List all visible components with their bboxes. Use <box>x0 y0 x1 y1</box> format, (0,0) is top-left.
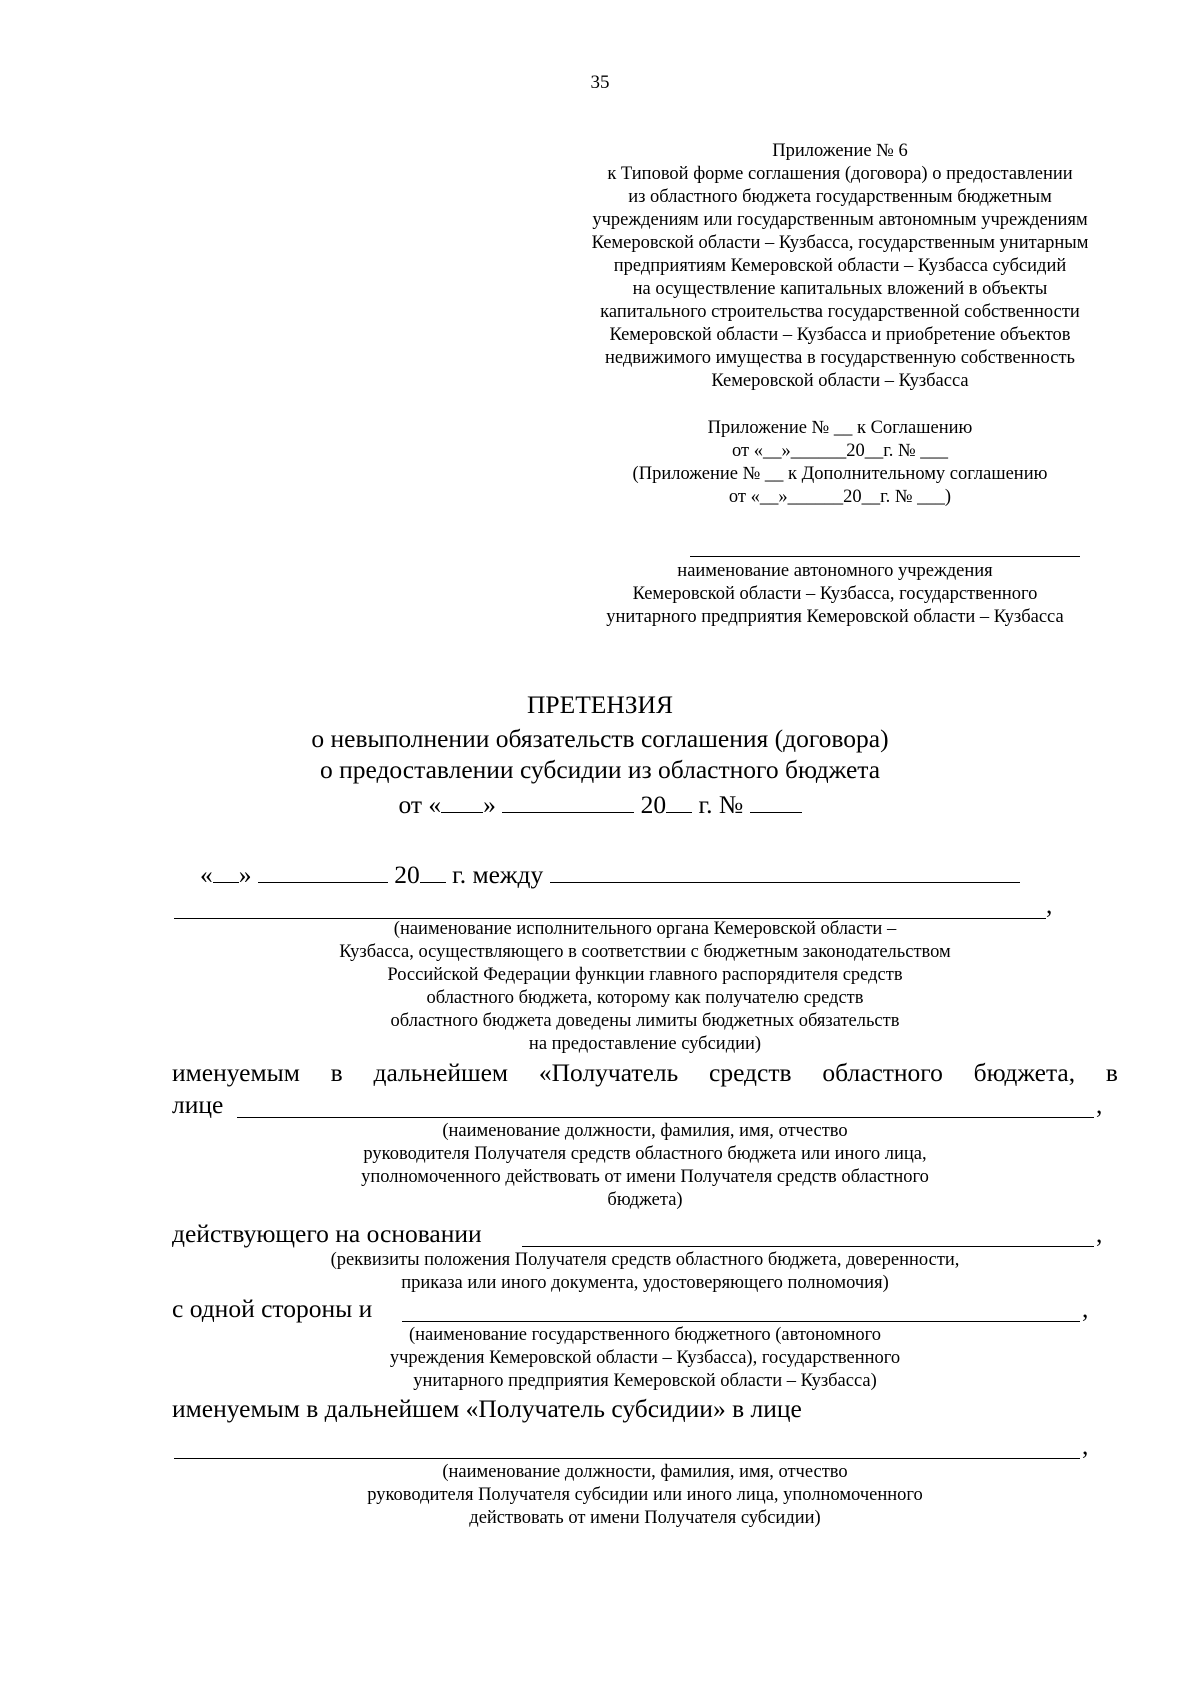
note-line: руководителя Получателя средств областного бюджета или иного лица, <box>363 1144 927 1164</box>
comma: , <box>1096 1090 1103 1119</box>
note-line: учреждения Кемеровской области – Кузбасса), государственного <box>389 1348 901 1368</box>
word: «Получатель <box>538 1058 679 1087</box>
date-year: 20 <box>394 860 420 889</box>
authority-name-blank-1[interactable] <box>550 858 1020 883</box>
agreement-appendix-header <box>540 417 1140 509</box>
one-side-line <box>172 1294 372 1324</box>
date-between-line <box>200 858 1020 890</box>
note-line: (наименование должности, фамилия, имя, отчество <box>442 1121 848 1141</box>
appendix-line: Кемеровской области – Кузбасса <box>711 371 969 391</box>
note-line: на предоставление субсидии) <box>528 1034 762 1054</box>
named-recipient-line <box>172 1394 802 1424</box>
note-line: Кузбасса, осуществляющего в соответствии с бюджетным законодательством <box>339 942 951 962</box>
named-paragraph-line <box>172 1058 1118 1088</box>
appendix-line: на осуществление капитальных вложений в объекты <box>632 279 1048 299</box>
recipient-head-blank[interactable] <box>174 1458 1080 1459</box>
month-blank[interactable] <box>502 788 634 813</box>
recipient-head-caption <box>170 1461 1120 1530</box>
note-line: бюджета) <box>607 1190 683 1210</box>
appendix-line: учреждениям или государственным автономным учреждениям <box>592 210 1088 230</box>
note-line: областного бюджета доведены лимиты бюджетных обязательств <box>390 1011 900 1031</box>
note-line: (реквизиты положения Получателя средств областного бюджета, доверенности, <box>330 1250 960 1270</box>
word: именуемым <box>172 1058 300 1087</box>
date-open-quote: « <box>200 860 213 889</box>
note-line: уполномоченного действовать от имени Получателя средств областного <box>361 1167 929 1187</box>
appendix-line: капитального строительства государственной собственности <box>600 302 1080 322</box>
note-line: унитарного предприятия Кемеровской области – Кузбасса) <box>413 1371 877 1391</box>
in-person-line <box>172 1090 223 1120</box>
word: в <box>1105 1058 1118 1087</box>
title-year: 20 <box>640 790 667 819</box>
title-from: от « <box>398 790 442 819</box>
basis-blank[interactable] <box>522 1246 1094 1247</box>
basis-caption <box>170 1249 1120 1295</box>
word: дальнейшем <box>373 1058 509 1087</box>
note-line: Российской Федерации функции главного распорядителя средств <box>387 965 903 985</box>
agreement-line: от «__»______20__г. № ___ <box>732 441 948 461</box>
note-line: действовать от имени Получателя субсидии) <box>469 1508 821 1528</box>
word: средств <box>709 1058 792 1087</box>
authority-caption <box>170 918 1120 1056</box>
comma: , <box>1096 1219 1103 1248</box>
date-year-blank[interactable] <box>420 858 446 883</box>
title-number-label: г. № <box>698 790 744 819</box>
document-title: ПРЕТЕНЗИЯ <box>527 690 673 719</box>
comma: , <box>1046 890 1053 919</box>
appendix-line: Кемеровской области – Кузбасса, государственным унитарным <box>591 233 1089 253</box>
note-line: приказа или иного документа, удостоверяющего полномочия) <box>401 1273 889 1293</box>
comma: , <box>1082 1294 1089 1323</box>
word: бюджета, <box>973 1058 1076 1087</box>
word: областного <box>822 1058 943 1087</box>
word: в <box>330 1058 343 1087</box>
subsidy-recipient-blank[interactable] <box>402 1321 1080 1322</box>
caption-line: Кемеровской области – Кузбасса, государственного <box>632 584 1038 604</box>
title-date-line <box>0 788 1200 820</box>
head-caption <box>170 1120 1120 1212</box>
note-line: (наименование должности, фамилия, имя, отчество <box>442 1462 848 1482</box>
caption-line: наименование автономного учреждения <box>677 561 993 581</box>
appendix-line: Приложение № 6 <box>772 141 908 161</box>
appendix-line: к Типовой форме соглашения (договора) о предоставлении <box>607 164 1073 184</box>
in-person-label: лице <box>172 1090 224 1119</box>
day-blank[interactable] <box>441 788 483 813</box>
appendix-line: недвижимого имущества в государственную собственность <box>605 348 1075 368</box>
date-close-quote: » <box>238 860 252 889</box>
date-month-blank[interactable] <box>258 858 388 883</box>
date-day-blank[interactable] <box>213 858 239 883</box>
acting-basis-label: действующего на основании <box>172 1219 482 1248</box>
appendix-line: Кемеровской области – Кузбасса и приобретение объектов <box>609 325 1071 345</box>
appendix-6-header <box>540 140 1140 393</box>
one-side-label: с одной стороны и <box>172 1294 373 1323</box>
subsidy-recipient-caption <box>170 1324 1120 1393</box>
agreement-line: Приложение № __ к Соглашению <box>707 418 973 438</box>
number-blank[interactable] <box>750 788 802 813</box>
appendix-line: предприятиям Кемеровской области – Кузбасса субсидий <box>613 256 1067 276</box>
note-line: (наименование исполнительного органа Кемеровской области – <box>393 919 897 939</box>
acting-basis-line <box>172 1219 482 1249</box>
note-line: (наименование государственного бюджетного (автономного <box>409 1325 881 1345</box>
named-recipient-label: именуемым в дальнейшем «Получатель субсидии» в лице <box>172 1394 802 1423</box>
head-name-blank[interactable] <box>237 1117 1094 1118</box>
note-line: областного бюджета, которому как получателю средств <box>426 988 864 1008</box>
recipient-caption <box>540 560 1130 629</box>
comma: , <box>1082 1431 1089 1460</box>
recipient-name-line <box>690 556 1080 557</box>
agreement-line: (Приложение № __ к Дополнительному соглашению <box>632 464 1048 484</box>
between-label: г. между <box>452 860 544 889</box>
title-line-3: о предоставлении субсидии из областного бюджета <box>319 755 881 784</box>
caption-line: унитарного предприятия Кемеровской области – Кузбасса <box>606 607 1064 627</box>
appendix-line: из областного бюджета государственным бюджетным <box>628 187 1052 207</box>
title-line-2: о невыполнении обязательств соглашения (договора) <box>311 724 889 753</box>
agreement-line: от «__»______20__г. № ___) <box>728 487 952 507</box>
note-line: руководителя Получателя субсидии или иного лица, уполномоченного <box>367 1485 923 1505</box>
page-number: 35 <box>590 72 610 93</box>
year-blank[interactable] <box>666 788 692 813</box>
title-quote-close: » <box>483 790 496 819</box>
